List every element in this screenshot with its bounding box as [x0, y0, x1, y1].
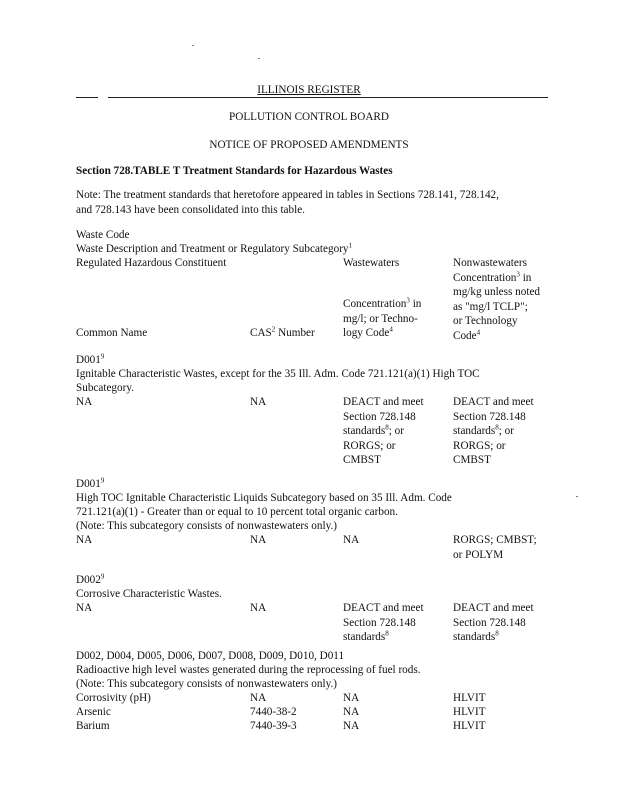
constituent-wastewaters: NA [343, 706, 360, 718]
notice-title: NOTICE OF PROPOSED AMENDMENTS [209, 139, 409, 151]
scan-speck [192, 45, 194, 46]
d001-nonwastewaters-standard: DEACT and meet Section 728.148 standards$^8$; or RORGS; or CMBST [453, 396, 534, 467]
board-title: POLLUTION CONTROL BOARD [229, 111, 389, 123]
d001-high-toc-cas: NA [250, 534, 267, 546]
scan-speck [576, 496, 578, 497]
register-title: ILLINOIS REGISTER [257, 84, 361, 96]
d001-high-toc-wastewaters: NA [343, 534, 360, 546]
radioactive-note: (Note: This subcategory consists of nonwastewaters only.) [76, 678, 337, 690]
constituent-cas: 7440-38-2 [250, 706, 297, 718]
d001-description-line-1: Ignitable Characteristic Wastes, except for the 35 Ill. Adm. Code 721.121(a)(1) High TOC [76, 368, 480, 380]
d001-cas: NA [250, 396, 267, 408]
d002-nonwastewaters-standard: DEACT and meet Section 728.148 standards$^8$ [453, 602, 534, 644]
d001-common-name: NA [76, 396, 93, 408]
waste-code-d001: $D001^9$ [76, 352, 105, 366]
cas-number-header: CAS$^2$ Number [250, 325, 315, 339]
section-title: Section 728.TABLE T Treatment Standards for Hazardous Wastes [76, 165, 393, 177]
waste-code-header: Waste Code [76, 229, 130, 241]
constituent-wastewaters: NA [343, 692, 360, 704]
radioactive-waste-codes: D002, D004, D005, D006, D007, D008, D009, D010, D011 [76, 650, 345, 662]
constituent-wastewaters: NA [343, 720, 360, 732]
note-line-1: Note: The treatment standards that heretofore appeared in tables in Sections 728.141, 728.142, [76, 189, 499, 201]
d002-common-name: NA [76, 602, 93, 614]
constituent-name: Corrosivity (pH) [76, 692, 151, 704]
radioactive-description: Radioactive high level wastes generated during the reprocessing of fuel rods. [76, 664, 421, 676]
note-line-2: and 728.143 have been consolidated into this table. [76, 204, 305, 216]
wastewaters-concentration-header: Concentration$^3$ in mg/l; or Techno- logy Code$^4$ [343, 296, 422, 340]
constituent-cas: 7440-39-3 [250, 720, 297, 732]
wastewaters-header: Wastewaters [343, 257, 400, 269]
d001-high-toc-common-name: NA [76, 534, 93, 546]
d001-high-toc-nonwastewaters: RORGS; CMBST; or POLYM [453, 534, 537, 561]
d002-wastewaters-standard: DEACT and meet Section 728.148 standards$^8$ [343, 602, 424, 644]
constituent-nonwastewaters: HLVIT [453, 706, 486, 718]
constituent-name: Arsenic [76, 706, 111, 718]
d001-high-toc-description-line-2: 721.121(a)(1) - Greater than or equal to 10 percent total organic carbon. [76, 506, 398, 518]
d002-description: Corrosive Characteristic Wastes. [76, 588, 222, 600]
constituent-name: Barium [76, 720, 110, 732]
constituent-nonwastewaters: HLVIT [453, 720, 486, 732]
d001-description-line-2: Subcategory. [76, 382, 134, 394]
d001-high-toc-note: (Note: This subcategory consists of nonwastewaters only.) [76, 520, 337, 532]
d002-cas: NA [250, 602, 267, 614]
regulated-constituent-header: Regulated Hazardous Constituent [76, 257, 227, 269]
d001-high-toc-description-line-1: High TOC Ignitable Characteristic Liquids Subcategory based on 35 Ill. Adm. Code [76, 492, 452, 504]
constituent-nonwastewaters: HLVIT [453, 692, 486, 704]
common-name-header: Common Name [76, 327, 148, 339]
waste-code-d001-high-toc: $D001^9$ [76, 476, 105, 490]
constituent-cas: NA [250, 692, 267, 704]
description-header: Waste Description and Treatment or Regulatory Subcategory$^1$ [76, 241, 353, 255]
scan-speck [258, 58, 260, 59]
nonwastewaters-header: Nonwastewaters Concentration$^3$ in mg/kg unless noted as "mg/l TCLP"; or Technology Code$^4$ [453, 257, 541, 342]
waste-code-d002: $D002^9$ [76, 572, 105, 586]
d001-wastewaters-standard: DEACT and meet Section 728.148 standards$^8$; or RORGS; or CMBST [343, 396, 424, 467]
